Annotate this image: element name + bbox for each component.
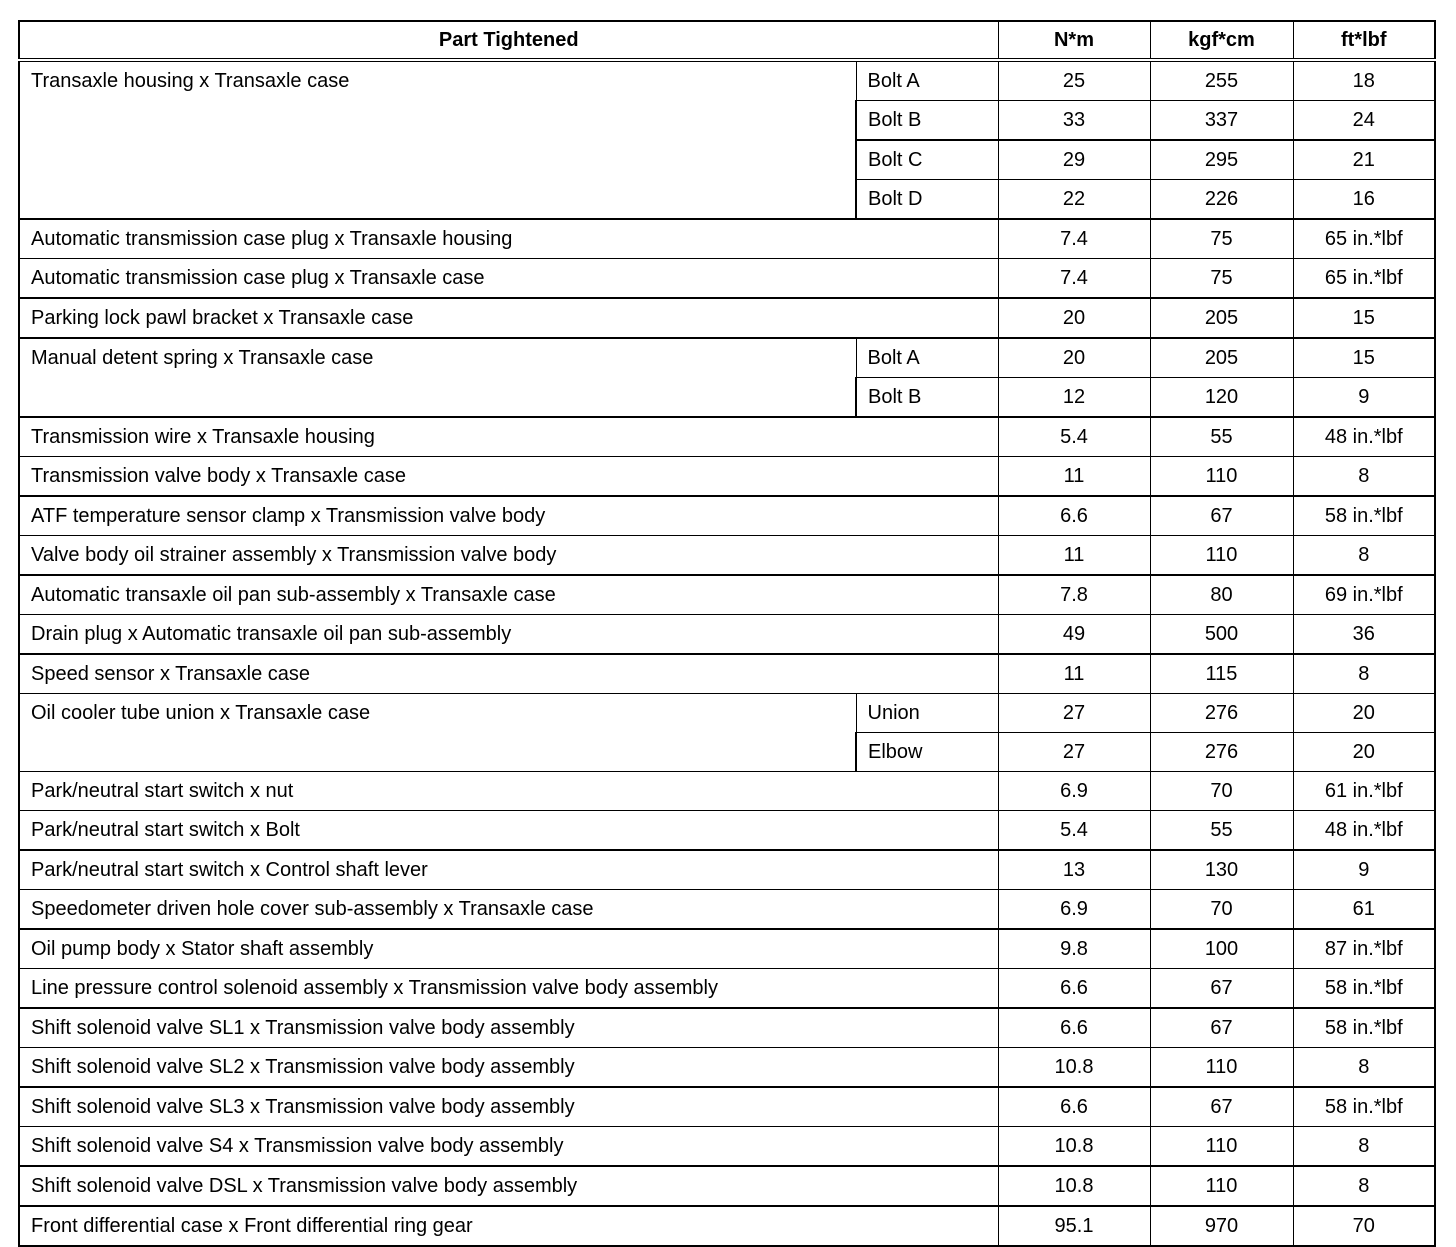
header-ftlbf: ft*lbf (1293, 21, 1435, 60)
nm-value: 27 (998, 733, 1150, 772)
kgfcm-value: 226 (1150, 180, 1293, 220)
ftlbf-value: 20 (1293, 733, 1435, 772)
kgfcm-value: 130 (1150, 850, 1293, 890)
kgfcm-value: 70 (1150, 772, 1293, 811)
table-row (19, 654, 1435, 694)
table-row (19, 811, 1435, 851)
nm-value: 11 (998, 654, 1150, 694)
table-row (19, 496, 1435, 536)
kgfcm-value: 75 (1150, 259, 1293, 299)
ftlbf-value: 69 in.*lbf (1293, 575, 1435, 615)
table-row (19, 338, 1435, 378)
nm-value: 7.4 (998, 219, 1150, 259)
kgfcm-value: 110 (1150, 536, 1293, 576)
kgfcm-value: 67 (1150, 1087, 1293, 1127)
ftlbf-value: 8 (1293, 1166, 1435, 1206)
part-name: Speedometer driven hole cover sub-assembly x Transaxle case (19, 890, 998, 930)
table-row (19, 60, 1435, 101)
ftlbf-value: 21 (1293, 140, 1435, 180)
table-row (19, 1008, 1435, 1048)
table-row (19, 929, 1435, 969)
nm-value: 95.1 (998, 1206, 1150, 1246)
nm-value: 9.8 (998, 929, 1150, 969)
torque-spec-table (18, 20, 1436, 1247)
ftlbf-value: 16 (1293, 180, 1435, 220)
ftlbf-value: 58 in.*lbf (1293, 1087, 1435, 1127)
kgfcm-value: 276 (1150, 694, 1293, 733)
sub-label: Bolt D (856, 180, 998, 220)
nm-value: 13 (998, 850, 1150, 890)
ftlbf-value: 58 in.*lbf (1293, 496, 1435, 536)
nm-value: 5.4 (998, 417, 1150, 457)
part-name: Parking lock pawl bracket x Transaxle case (19, 298, 998, 338)
nm-value: 11 (998, 457, 1150, 497)
nm-value: 6.9 (998, 772, 1150, 811)
table-row (19, 1206, 1435, 1246)
nm-value: 6.6 (998, 1087, 1150, 1127)
header-part-tightened: Part Tightened (19, 21, 998, 60)
table-row (19, 1048, 1435, 1088)
ftlbf-value: 8 (1293, 536, 1435, 576)
part-name: Drain plug x Automatic transaxle oil pan sub-assembly (19, 615, 998, 655)
kgfcm-value: 205 (1150, 338, 1293, 378)
part-name: Park/neutral start switch x nut (19, 772, 998, 811)
part-name: Shift solenoid valve SL2 x Transmission valve body assembly (19, 1048, 998, 1088)
kgfcm-value: 67 (1150, 1008, 1293, 1048)
nm-value: 6.6 (998, 1008, 1150, 1048)
table-row (19, 457, 1435, 497)
nm-value: 29 (998, 140, 1150, 180)
part-name: Oil pump body x Stator shaft assembly (19, 929, 998, 969)
kgfcm-value: 110 (1150, 1127, 1293, 1167)
kgfcm-value: 75 (1150, 219, 1293, 259)
nm-value: 6.9 (998, 890, 1150, 930)
kgfcm-value: 100 (1150, 929, 1293, 969)
sub-label: Bolt B (856, 378, 998, 418)
kgfcm-value: 276 (1150, 733, 1293, 772)
kgfcm-value: 55 (1150, 417, 1293, 457)
nm-value: 20 (998, 298, 1150, 338)
nm-value: 49 (998, 615, 1150, 655)
ftlbf-value: 15 (1293, 298, 1435, 338)
kgfcm-value: 500 (1150, 615, 1293, 655)
nm-value: 10.8 (998, 1166, 1150, 1206)
table-row (19, 536, 1435, 576)
table-row (19, 219, 1435, 259)
part-name: Shift solenoid valve DSL x Transmission valve body assembly (19, 1166, 998, 1206)
table-row (19, 850, 1435, 890)
table-row (19, 1166, 1435, 1206)
ftlbf-value: 15 (1293, 338, 1435, 378)
ftlbf-value: 70 (1293, 1206, 1435, 1246)
ftlbf-value: 48 in.*lbf (1293, 811, 1435, 851)
part-name: Speed sensor x Transaxle case (19, 654, 998, 694)
part-name: Transaxle housing x Transaxle case (19, 60, 856, 219)
nm-value: 27 (998, 694, 1150, 733)
kgfcm-value: 337 (1150, 101, 1293, 141)
table-row (19, 969, 1435, 1009)
part-name: Valve body oil strainer assembly x Transmission valve body (19, 536, 998, 576)
sub-label: Bolt C (856, 140, 998, 180)
table-row (19, 417, 1435, 457)
ftlbf-value: 61 in.*lbf (1293, 772, 1435, 811)
ftlbf-value: 24 (1293, 101, 1435, 141)
nm-value: 20 (998, 338, 1150, 378)
part-name: Transmission wire x Transaxle housing (19, 417, 998, 457)
nm-value: 6.6 (998, 496, 1150, 536)
kgfcm-value: 205 (1150, 298, 1293, 338)
kgfcm-value: 970 (1150, 1206, 1293, 1246)
table-row (19, 298, 1435, 338)
part-name: Oil cooler tube union x Transaxle case (19, 694, 856, 772)
kgfcm-value: 80 (1150, 575, 1293, 615)
sub-label: Union (856, 694, 998, 733)
table-row (19, 694, 1435, 733)
ftlbf-value: 9 (1293, 378, 1435, 418)
ftlbf-value: 65 in.*lbf (1293, 259, 1435, 299)
table-row (19, 575, 1435, 615)
part-name: Automatic transaxle oil pan sub-assembly x Transaxle case (19, 575, 998, 615)
sub-label: Bolt A (856, 338, 998, 378)
table-row (19, 772, 1435, 811)
part-name: Front differential case x Front differential ring gear (19, 1206, 998, 1246)
ftlbf-value: 8 (1293, 1127, 1435, 1167)
kgfcm-value: 295 (1150, 140, 1293, 180)
kgfcm-value: 67 (1150, 496, 1293, 536)
table-row (19, 1127, 1435, 1167)
header-nm: N*m (998, 21, 1150, 60)
nm-value: 5.4 (998, 811, 1150, 851)
ftlbf-value: 18 (1293, 60, 1435, 101)
kgfcm-value: 110 (1150, 1048, 1293, 1088)
nm-value: 25 (998, 60, 1150, 101)
ftlbf-value: 48 in.*lbf (1293, 417, 1435, 457)
part-name: Shift solenoid valve SL1 x Transmission valve body assembly (19, 1008, 998, 1048)
part-name: Transmission valve body x Transaxle case (19, 457, 998, 497)
ftlbf-value: 65 in.*lbf (1293, 219, 1435, 259)
table-row (19, 259, 1435, 299)
ftlbf-value: 8 (1293, 457, 1435, 497)
table-row (19, 890, 1435, 930)
table-row (19, 615, 1435, 655)
part-name: Manual detent spring x Transaxle case (19, 338, 856, 417)
nm-value: 6.6 (998, 969, 1150, 1009)
kgfcm-value: 55 (1150, 811, 1293, 851)
kgfcm-value: 120 (1150, 378, 1293, 418)
part-name: Park/neutral start switch x Bolt (19, 811, 998, 851)
kgfcm-value: 110 (1150, 1166, 1293, 1206)
ftlbf-value: 8 (1293, 654, 1435, 694)
ftlbf-value: 9 (1293, 850, 1435, 890)
nm-value: 7.4 (998, 259, 1150, 299)
nm-value: 33 (998, 101, 1150, 141)
ftlbf-value: 20 (1293, 694, 1435, 733)
table-row (19, 1087, 1435, 1127)
part-name: ATF temperature sensor clamp x Transmission valve body (19, 496, 998, 536)
sub-label: Bolt B (856, 101, 998, 141)
ftlbf-value: 8 (1293, 1048, 1435, 1088)
ftlbf-value: 58 in.*lbf (1293, 969, 1435, 1009)
nm-value: 11 (998, 536, 1150, 576)
sub-label: Elbow (856, 733, 998, 772)
nm-value: 10.8 (998, 1048, 1150, 1088)
header-row (19, 21, 1435, 60)
nm-value: 7.8 (998, 575, 1150, 615)
kgfcm-value: 110 (1150, 457, 1293, 497)
part-name: Shift solenoid valve SL3 x Transmission valve body assembly (19, 1087, 998, 1127)
nm-value: 22 (998, 180, 1150, 220)
part-name: Shift solenoid valve S4 x Transmission valve body assembly (19, 1127, 998, 1167)
kgfcm-value: 115 (1150, 654, 1293, 694)
ftlbf-value: 61 (1293, 890, 1435, 930)
ftlbf-value: 87 in.*lbf (1293, 929, 1435, 969)
part-name: Automatic transmission case plug x Transaxle case (19, 259, 998, 299)
ftlbf-value: 36 (1293, 615, 1435, 655)
part-name: Park/neutral start switch x Control shaft lever (19, 850, 998, 890)
nm-value: 12 (998, 378, 1150, 418)
sub-label: Bolt A (856, 60, 998, 101)
kgfcm-value: 255 (1150, 60, 1293, 101)
part-name: Line pressure control solenoid assembly x Transmission valve body assembly (19, 969, 998, 1009)
nm-value: 10.8 (998, 1127, 1150, 1167)
ftlbf-value: 58 in.*lbf (1293, 1008, 1435, 1048)
kgfcm-value: 70 (1150, 890, 1293, 930)
header-kgfcm: kgf*cm (1150, 21, 1293, 60)
part-name: Automatic transmission case plug x Transaxle housing (19, 219, 998, 259)
kgfcm-value: 67 (1150, 969, 1293, 1009)
